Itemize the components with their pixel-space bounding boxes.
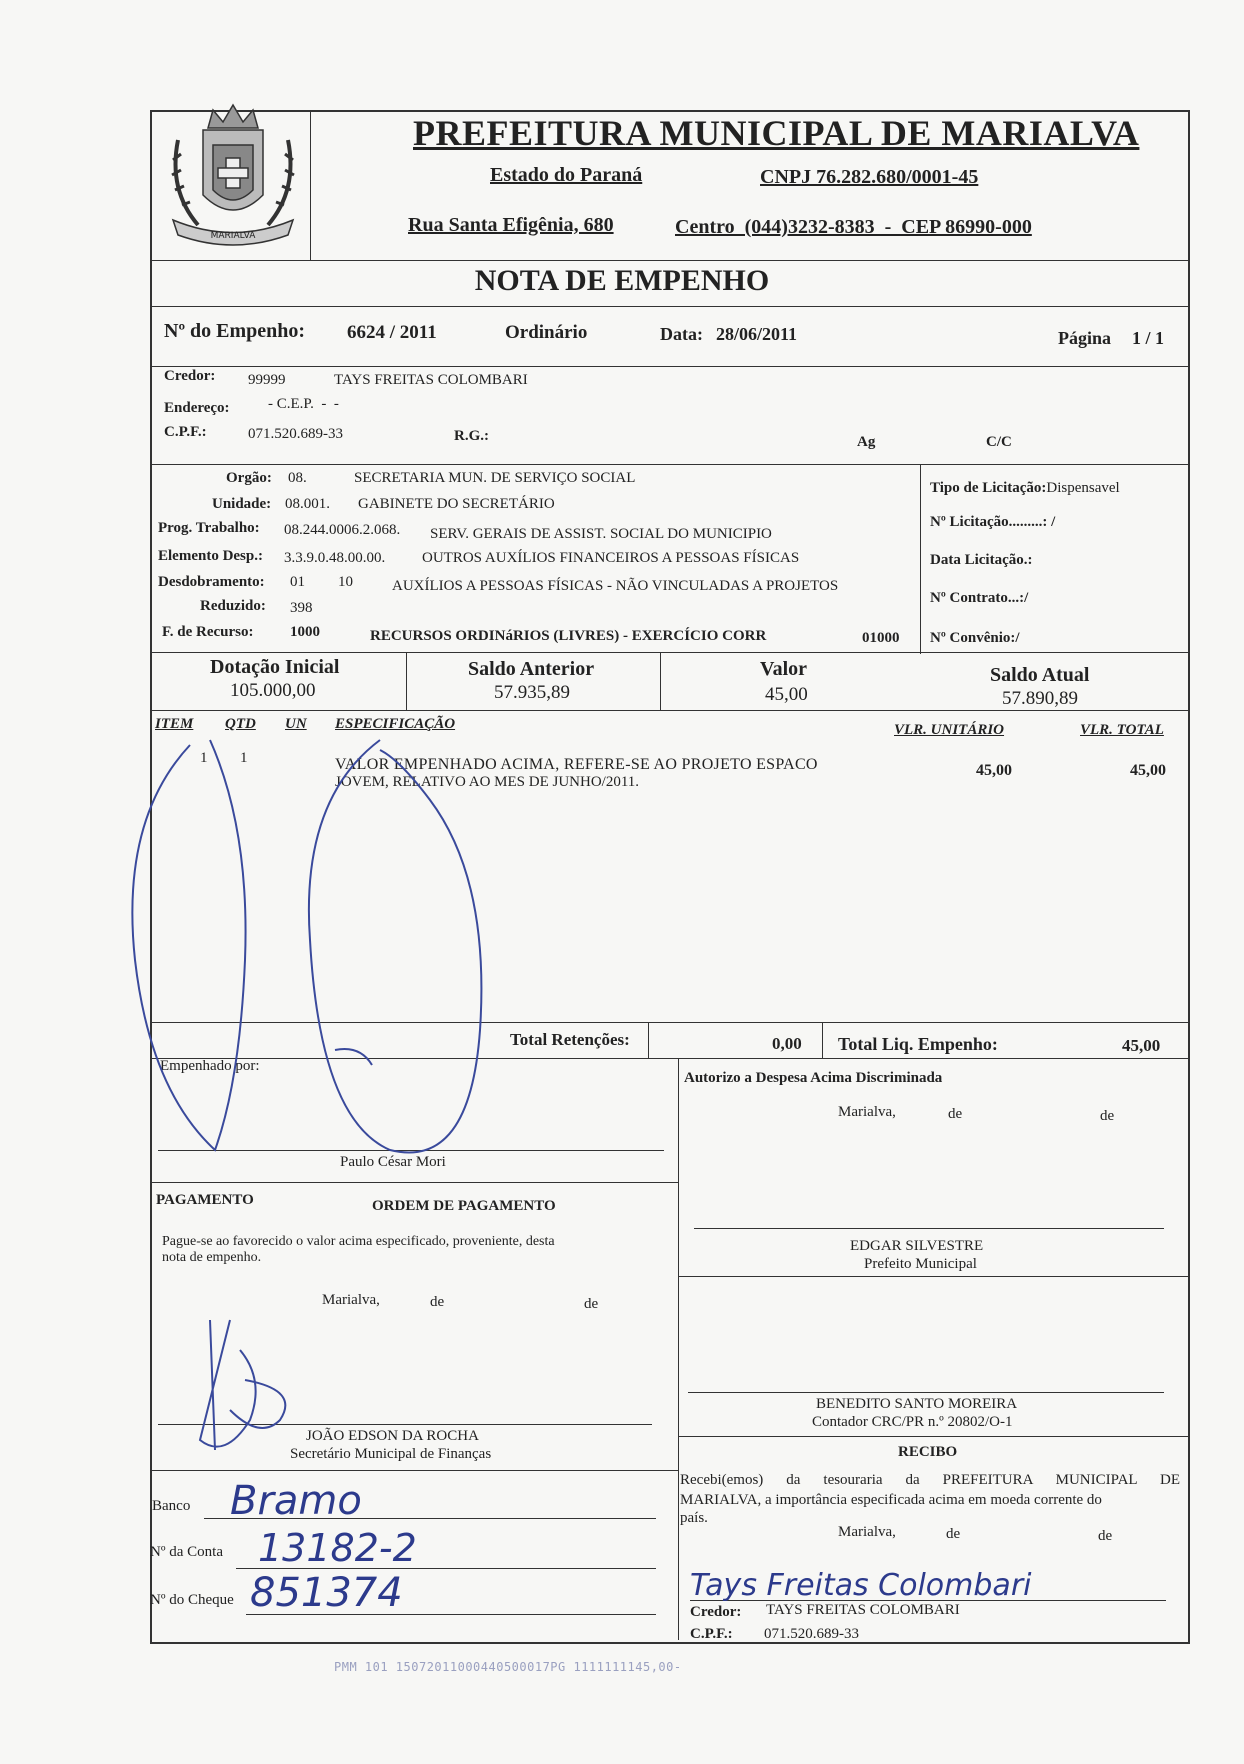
page-label: Página: [1058, 328, 1112, 348]
orgao-label: Orgão:: [226, 470, 272, 486]
cc-label: C/C: [986, 434, 1012, 450]
recibo-de2: de: [1098, 1528, 1113, 1544]
saldo-atual-label: Saldo Atual: [990, 664, 1090, 686]
orgao-desc: SECRETARIA MUN. DE SERVIÇO SOCIAL: [354, 470, 636, 486]
address: Rua Santa Efigênia, 680: [408, 214, 614, 236]
num-licitacao: Nº Licitação.........: /: [930, 514, 1056, 530]
credor-code: 99999: [248, 372, 286, 388]
svg-text:MARIALVA: MARIALVA: [210, 231, 256, 241]
reduzido-label: Reduzido:: [200, 598, 266, 614]
valor-value: 45,00: [765, 684, 808, 705]
mayor-name: EDGAR SILVESTRE: [850, 1238, 984, 1254]
row-qtd: 1: [240, 750, 248, 766]
num-contrato: Nº Contrato...:/: [930, 590, 1029, 606]
unidade-code: 08.001.: [285, 496, 330, 512]
col-un: UN: [285, 716, 307, 732]
retencoes-label: Total Retenções:: [510, 1030, 630, 1049]
col-vlr-total: VLR. TOTAL: [1080, 722, 1164, 738]
col-item: ITEM: [155, 716, 194, 732]
doc-title: NOTA DE EMPENHO: [474, 264, 770, 297]
desd-code2: 10: [338, 574, 353, 590]
recibo-credor-name: TAYS FREITAS COLOMBARI: [766, 1602, 960, 1618]
conta-label: Nº da Conta: [150, 1544, 223, 1560]
conta-handwritten: 13182-2: [258, 1526, 417, 1570]
pagamento-place: Marialva,: [322, 1292, 380, 1308]
fonte-code: 1000: [290, 624, 320, 640]
empenhado-label: Empenhado por:: [160, 1058, 260, 1074]
recibo-text-line3: país.: [680, 1510, 708, 1526]
pagamento-de2: de: [584, 1296, 599, 1312]
prog-desc: SERV. GERAIS DE ASSIST. SOCIAL DO MUNICIPIO: [430, 526, 772, 542]
banco-label: Banco: [152, 1498, 191, 1514]
saldo-anterior-label: Saldo Anterior: [468, 658, 595, 680]
rg-label: R.G.:: [454, 428, 489, 444]
liq-empenho-value: 45,00: [1122, 1036, 1161, 1055]
credor-name: TAYS FREITAS COLOMBARI: [334, 372, 528, 388]
row-item: 1: [200, 750, 208, 766]
pagamento-text-line2: nota de empenho.: [162, 1250, 262, 1265]
cheque-handwritten: 851374: [250, 1570, 403, 1616]
dotacao-value: 105.000,00: [230, 680, 316, 701]
desd-label: Desdobramento:: [158, 574, 265, 590]
recibo-title: RECIBO: [898, 1444, 958, 1460]
date-label: Data:: [660, 324, 703, 344]
row-spec-line1: VALOR EMPENHADO ACIMA, REFERE-SE AO PROJETO ESPACO: [335, 756, 818, 773]
pen-stroke: [200, 1320, 285, 1450]
recibo-text-line1: Recebi(emos) da tesouraria da PREFEITURA MUNICIPAL DE: [680, 1472, 1180, 1488]
recibo-de1: de: [946, 1526, 961, 1542]
desd-desc: AUXÍLIOS A PESSOAS FÍSICAS - NÃO VINCULADAS A PROJETOS: [392, 578, 839, 594]
autorizo-de2: de: [1100, 1108, 1115, 1124]
orgao-code: 08.: [288, 470, 307, 486]
col-especificacao: ESPECIFICAÇÃO: [335, 716, 456, 732]
pagamento-text-line1: Pague-se ao favorecido o valor acima especificado, proveniente, desta: [162, 1234, 555, 1249]
row-unit-value: 45,00: [976, 762, 1012, 779]
page-number: 1 / 1: [1132, 328, 1165, 348]
fonte-code2: 01000: [862, 630, 900, 646]
fonte-label: F. de Recurso:: [162, 624, 254, 640]
empenho-type: Ordinário: [505, 322, 588, 343]
elem-code: 3.3.9.0.48.00.00.: [284, 550, 386, 566]
valor-label: Valor: [760, 658, 808, 680]
cpf-label: C.P.F.:: [164, 424, 207, 440]
contador-title: Contador CRC/PR n.º 20802/O-1: [812, 1414, 1013, 1430]
col-vlr-unitario: VLR. UNITÁRIO: [894, 722, 1005, 738]
autorizo-place: Marialva,: [838, 1104, 896, 1120]
pen-stroke: [132, 740, 245, 1150]
num-convenio: Nº Convênio:/: [930, 630, 1020, 646]
municipality-title: PREFEITURA MUNICIPAL DE MARIALVA: [413, 113, 1140, 153]
prog-label: Prog. Trabalho:: [158, 520, 260, 536]
fonte-desc: RECURSOS ORDINáRIOS (LIVRES) - EXERCÍCIO CORR: [370, 628, 767, 644]
recibo-cpf-label: C.P.F.:: [690, 1626, 733, 1642]
contador-name: BENEDITO SANTO MOREIRA: [816, 1396, 1018, 1412]
credor-label: Credor:: [164, 368, 216, 384]
elem-desc: OUTROS AUXÍLIOS FINANCEIROS A PESSOAS FÍSICAS: [422, 550, 800, 566]
elem-label: Elemento Desp.:: [158, 548, 263, 564]
district-phone-cep: Centro (044)3232-8383 - CEP 86990-000: [675, 216, 1032, 238]
saldo-anterior-value: 57.935,89: [494, 682, 570, 703]
cpf-value: 071.520.689-33: [248, 426, 343, 442]
mayor-title: Prefeito Municipal: [864, 1256, 977, 1272]
recibo-cpf-value: 071.520.689-33: [764, 1626, 859, 1642]
finance-secretary-name: JOÃO EDSON DA ROCHA: [306, 1428, 479, 1444]
state-name: Estado do Paraná: [490, 164, 643, 186]
recibo-text-line2: MARIALVA, a importância especificada acima em moeda corrente do: [680, 1492, 1102, 1508]
cnpj: CNPJ 76.282.680/0001-45: [760, 166, 979, 188]
unidade-label: Unidade:: [212, 496, 272, 512]
ordem-pagamento-label: ORDEM DE PAGAMENTO: [372, 1198, 556, 1214]
unidade-desc: GABINETE DO SECRETÁRIO: [358, 496, 555, 512]
prog-code: 08.244.0006.2.068.: [284, 522, 401, 538]
finance-secretary-title: Secretário Municipal de Finanças: [290, 1446, 492, 1462]
saldo-atual-value: 57.890,89: [1002, 688, 1078, 709]
empenho-date: 28/06/2011: [716, 324, 798, 344]
pagamento-label: PAGAMENTO: [156, 1192, 254, 1208]
cheque-label: Nº do Cheque: [150, 1592, 234, 1608]
credor-signature: Tays Freitas Colombari: [690, 1568, 1032, 1603]
dotacao-label: Dotação Inicial: [210, 656, 340, 678]
empenhado-name: Paulo César Mori: [340, 1154, 446, 1170]
data-licitacao: Data Licitação.:: [930, 552, 1033, 568]
col-qtd: QTD: [225, 716, 256, 732]
reduzido-code: 398: [290, 600, 313, 616]
endereco-label: Endereço:: [164, 400, 230, 416]
recibo-credor-label: Credor:: [690, 1604, 742, 1620]
retencoes-value: 0,00: [772, 1034, 802, 1053]
row-spec-line2: JOVEM, RELATIVO AO MES DE JUNHO/2011.: [335, 774, 640, 790]
pen-stroke: [309, 740, 482, 1153]
liq-empenho-label: Total Liq. Empenho:: [838, 1034, 998, 1054]
pagamento-de1: de: [430, 1294, 445, 1310]
tipo-licitacao-label: Tipo de Licitação:Dispensavel: [930, 480, 1120, 496]
ag-label: Ag: [857, 434, 876, 450]
desd-code1: 01: [290, 574, 305, 590]
empenho-number-label: Nº do Empenho:: [164, 320, 306, 342]
autorizo-de1: de: [948, 1106, 963, 1122]
autorizo-title: Autorizo a Despesa Acima Discriminada: [684, 1070, 943, 1086]
banco-handwritten: Bramo: [230, 1478, 362, 1524]
empenho-number: 6624 / 2011: [347, 322, 437, 343]
pen-stroke: [335, 1049, 372, 1065]
endereco-value: - C.E.P. - -: [268, 396, 339, 412]
row-total-value: 45,00: [1130, 762, 1166, 779]
footer-barcode-text: PMM 101 15072011000440500017PG 1111111145,00-: [334, 1660, 682, 1674]
recibo-place: Marialva,: [838, 1524, 896, 1540]
